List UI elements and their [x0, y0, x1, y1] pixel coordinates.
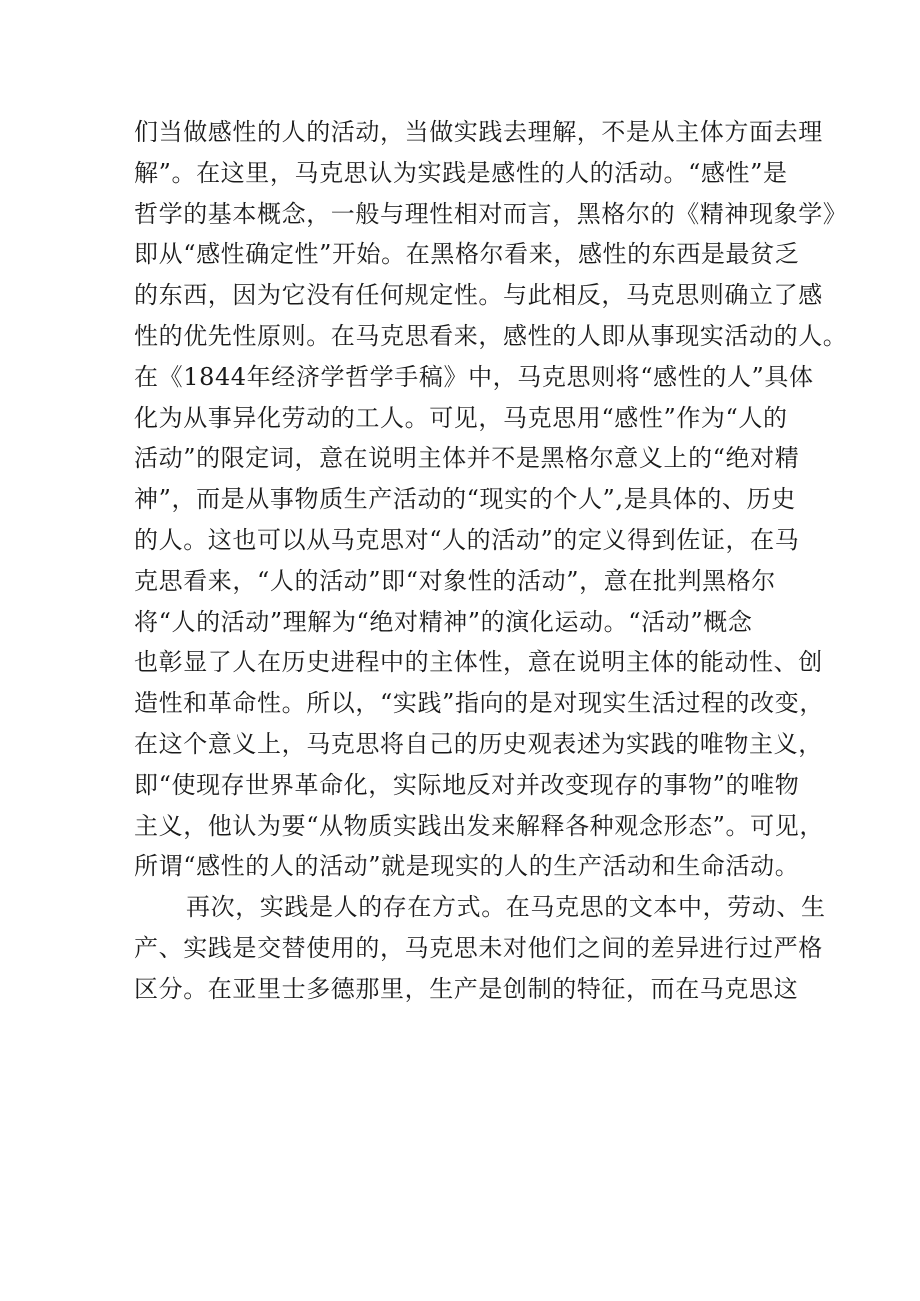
- text-line: 性的优先性原则。在马克思看来，感性的人即从事现实活动的人。: [134, 321, 848, 350]
- text-line: 所谓“感性的人的活动”就是现实的人的生产活动和生命活动。: [134, 852, 800, 881]
- text-line: 即从“感性确定性”开始。在黑格尔看来，感性的东西是最贫乏: [134, 240, 800, 269]
- text-line: 即“使现存世界革命化，实际地反对并改变现存的事物”的唯物: [134, 770, 800, 799]
- text-line: 解”。在这里，马克思认为实践是感性的人的活动。“感性”是: [134, 158, 788, 187]
- text-line: 的人。这也可以从马克思对“人的活动”的定义得到佐证，在马: [134, 525, 800, 554]
- text-line: 在《1844年经济学哲学手稿》中，马克思则将“感性的人”具体: [134, 362, 814, 391]
- text-line: 造性和革命性。所以，“实践”指向的是对现实生活过程的改变，: [134, 689, 824, 718]
- body-text: [134, 112, 848, 1010]
- text-line: 区分。在亚里士多德那里，生产是创制的特征，而在马克思这: [134, 974, 799, 1003]
- text-line: 神”，而是从事物质生产活动的“现实的个人”,是具体的、历史: [134, 485, 796, 514]
- text-line: 也彰显了人在历史进程中的主体性，意在说明主体的能动性、创: [134, 648, 823, 677]
- text-line: 将“人的活动”理解为“绝对精神”的演化运动。“活动”概念: [134, 607, 753, 636]
- text-line: 产、实践是交替使用的，马克思未对他们之间的差异进行过严格: [134, 933, 823, 962]
- paragraph-start-line: 再次，实践是人的存在方式。在马克思的文本中，劳动、生: [186, 893, 826, 922]
- text-line: 在这个意义上，马克思将自己的历史观表述为实践的唯物主义，: [134, 729, 823, 758]
- text-line: 活动”的限定词，意在说明主体并不是黑格尔意义上的“绝对精: [134, 444, 800, 473]
- text-line: 哲学的基本概念，一般与理性相对而言，黑格尔的《精神现象学》: [134, 199, 848, 228]
- text-line: 克思看来，“人的活动”即“对象性的活动”，意在批判黑格尔: [134, 566, 776, 595]
- text-line: 的东西，因为它没有任何规定性。与此相反，马克思则确立了感: [134, 281, 823, 310]
- text-line: 们当做感性的人的活动，当做实践去理解，不是从主体方面去理: [134, 118, 823, 146]
- text-line: 主义，他认为要“从物质实践出发来解释各种观念形态”。可见，: [134, 811, 824, 840]
- text-line: 化为从事异化劳动的工人。可见，马克思用“感性”作为“人的: [134, 403, 788, 432]
